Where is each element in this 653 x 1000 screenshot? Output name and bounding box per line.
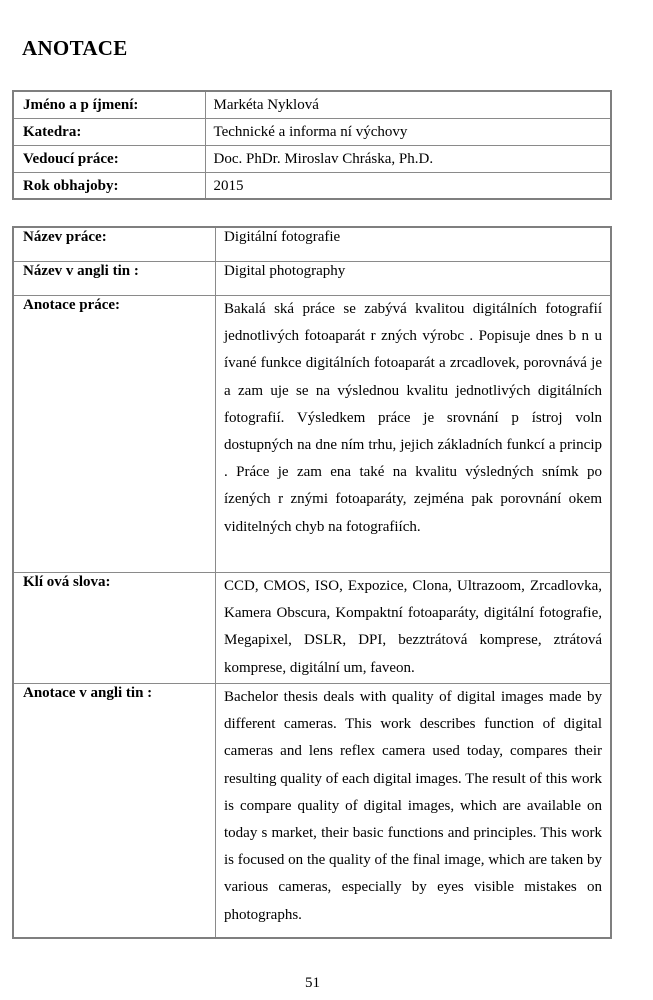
defense-year-label: Rok obhajoby: [13, 172, 205, 199]
annotation-label: Anotace práce: [13, 296, 216, 573]
thesis-annotation-table [12, 226, 612, 939]
thesis-title-en-value: Digital photography [216, 262, 612, 296]
annotation-text: Bakalá ská práce se zabývá kvalitou digitálních fotografií jednotlivých fotoaparát r zných výrobc . Popisuje dnes b n u ívané funkce digitálních fotoaparát a zrcadlovek, porovnává je a zam uje se na výslednou kvalitu jednotlivých digitálních fotografií. Výsledkem práce je srovnání p ístroj voln dostupných na dne ním trhu, jejich základních funkcí a princip . Práce je zam ena také na kvalitu výsledných snímk po ízených r znými fotoaparáty, zejména pak porovnání okem viditelných chyb na fotografiích. [216, 296, 612, 573]
table-row [13, 172, 611, 199]
page-number: 51 [305, 975, 320, 991]
supervisor-value: Doc. PhDr. Miroslav Chráska, Ph.D. [205, 145, 611, 172]
keywords-text: CCD, CMOS, ISO, Expozice, Clona, Ultrazoom, Zrcadlovka, Kamera Obscura, Kompaktní fotoaparáty, digitální fotografie, Megapixel, DSLR, DPI, bezztrátová komprese, ztrátová komprese, digitální um, faveon. [216, 573, 612, 684]
table-row [13, 118, 611, 145]
table-row [13, 227, 611, 262]
table-row [13, 91, 611, 118]
defense-year-value: 2015 [205, 172, 611, 199]
thesis-title-value: Digitální fotografie [216, 227, 612, 262]
table-row [13, 296, 611, 573]
table-row [13, 573, 611, 684]
table-row [13, 684, 611, 939]
annotation-en-text: Bachelor thesis deals with quality of digital images made by different cameras. This work describes function of digital cameras and lens reflex camera used today, compares their resulting quality of each digital images. The result of this work is compare quality of digital images, which are available on today s market, their basic functions and principles. This work is focused on the quality of the final image, which are taken by various cameras, especially by eyes visible mistakes on photographs. [216, 684, 612, 939]
thesis-title-en-label: Název v angli tin : [13, 262, 216, 296]
supervisor-label: Vedoucí práce: [13, 145, 205, 172]
table-row [13, 262, 611, 296]
department-value: Technické a informa ní výchovy [205, 118, 611, 145]
thesis-info-table [12, 90, 612, 200]
thesis-title-label: Název práce: [13, 227, 216, 262]
department-label: Katedra: [13, 118, 205, 145]
author-value: Markéta Nyklová [205, 91, 611, 118]
author-label: Jméno a p íjmení: [13, 91, 205, 118]
table-row [13, 145, 611, 172]
annotation-en-label: Anotace v angli tin : [13, 684, 216, 939]
keywords-label: Klí ová slova: [13, 573, 216, 684]
page-title: ANOTACE [22, 36, 128, 60]
